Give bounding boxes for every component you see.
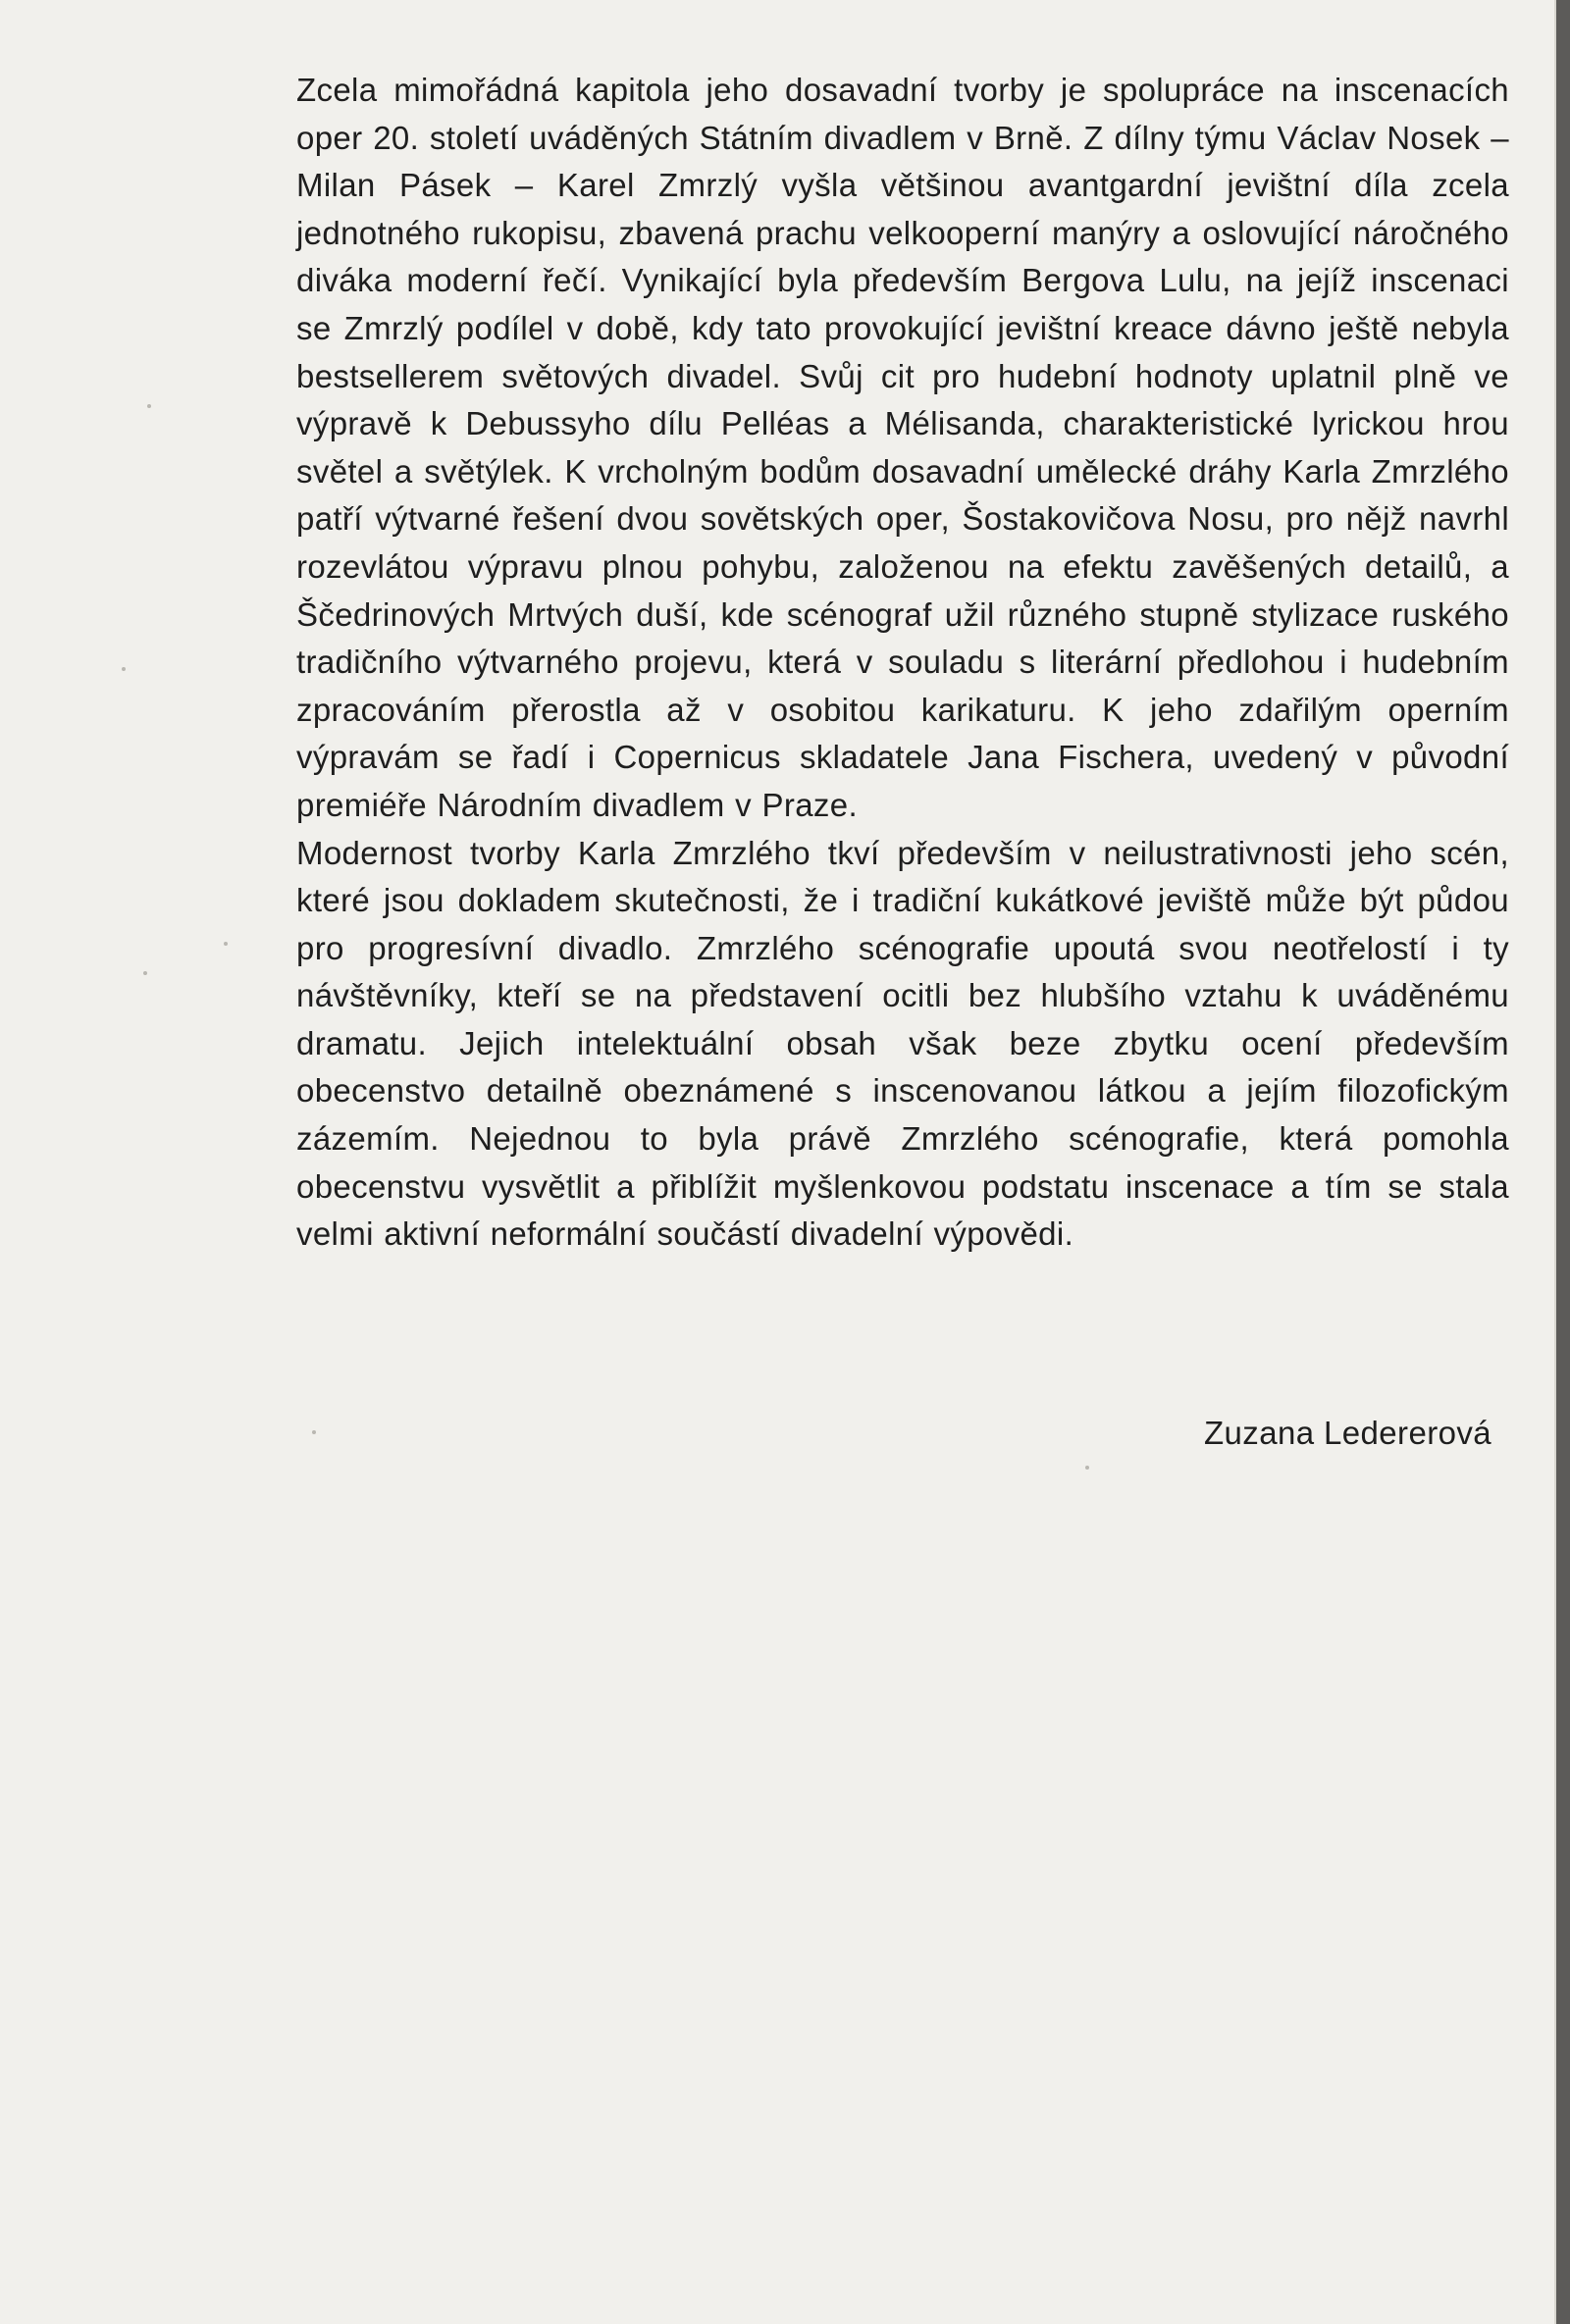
paper-speck: [122, 667, 126, 671]
paper-speck: [312, 1430, 316, 1434]
paragraph-1: Zcela mimořádná kapitola jeho dosavadní tvorby je spolupráce na inscenacích oper 20. století uváděných Státním divadlem v Brně. Z dílny týmu Václav Nosek – Milan Pásek – Karel Zmrzlý vyšla většinou avantgardní jevištní díla zcela jednotného rukopisu, zbavená prachu velkooperní manýry a oslovující náročného diváka moderní řečí. Vynikající byla především Bergova Lulu, na jejíž inscenaci se Zmrzlý podílel v době, kdy tato provokující jevištní kreace dávno ještě nebyla bestsellerem světových divadel. Svůj cit pro hudební hodnoty uplatnil plně ve výpravě k Debussyho dílu Pelléas a Mélisanda, charakteristické lyrickou hrou světel a světýlek. K vrcholným bodům dosavadní umělecké dráhy Karla Zmrzlého patří výtvarné řešení dvou sovětských oper, Šostakovičova Nosu, pro nějž navrhl rozevlátou výpravu plnou pohybu, založenou na efektu zavěšených detailů, a Ščedrinových Mrtvých duší, kde scénograf užil různého stupně stylizace ruského tradičního výtvarného projevu, která v souladu s literární předlohou i hudebním zpracováním přerostla až v osobitou karikaturu. K jeho zdařilým operním výpravám se řadí i Copernicus skladatele Jana Fischera, uvedený v původní premiéře Národním divadlem v Praze.: [296, 72, 1509, 823]
paragraph-2: Modernost tvorby Karla Zmrzlého tkví především v neilustrativnosti jeho scén, které jsou dokladem skutečnosti, že i tradiční kukátkové jeviště může být půdou pro progresívní divadlo. Zmrzlého scénografie upoutá svou neotřelostí i ty návštěvníky, kteří se na představení ocitli bez hlubšího vztahu k uváděnému dramatu. Jejich intelektuální obsah však beze zbytku ocení především obecenstvo detailně obeznámené s inscenovanou látkou a jejím filozofickým zázemím. Nejednou to byla právě Zmrzlého scénografie, která pomohla obecenstvu vysvětlit a přiblížit myšlenkovou podstatu inscenace a tím se stala velmi aktivní neformální součástí divadelní výpovědi.: [296, 834, 1509, 1253]
author-signature: Zuzana Ledererová: [1204, 1415, 1492, 1451]
article-body: [296, 67, 1509, 1259]
paper-speck: [1085, 1466, 1089, 1470]
page-edge-shadow: [1556, 0, 1570, 2324]
paper-speck: [224, 942, 228, 946]
paper-speck: [147, 404, 151, 408]
paper-speck: [143, 971, 147, 975]
